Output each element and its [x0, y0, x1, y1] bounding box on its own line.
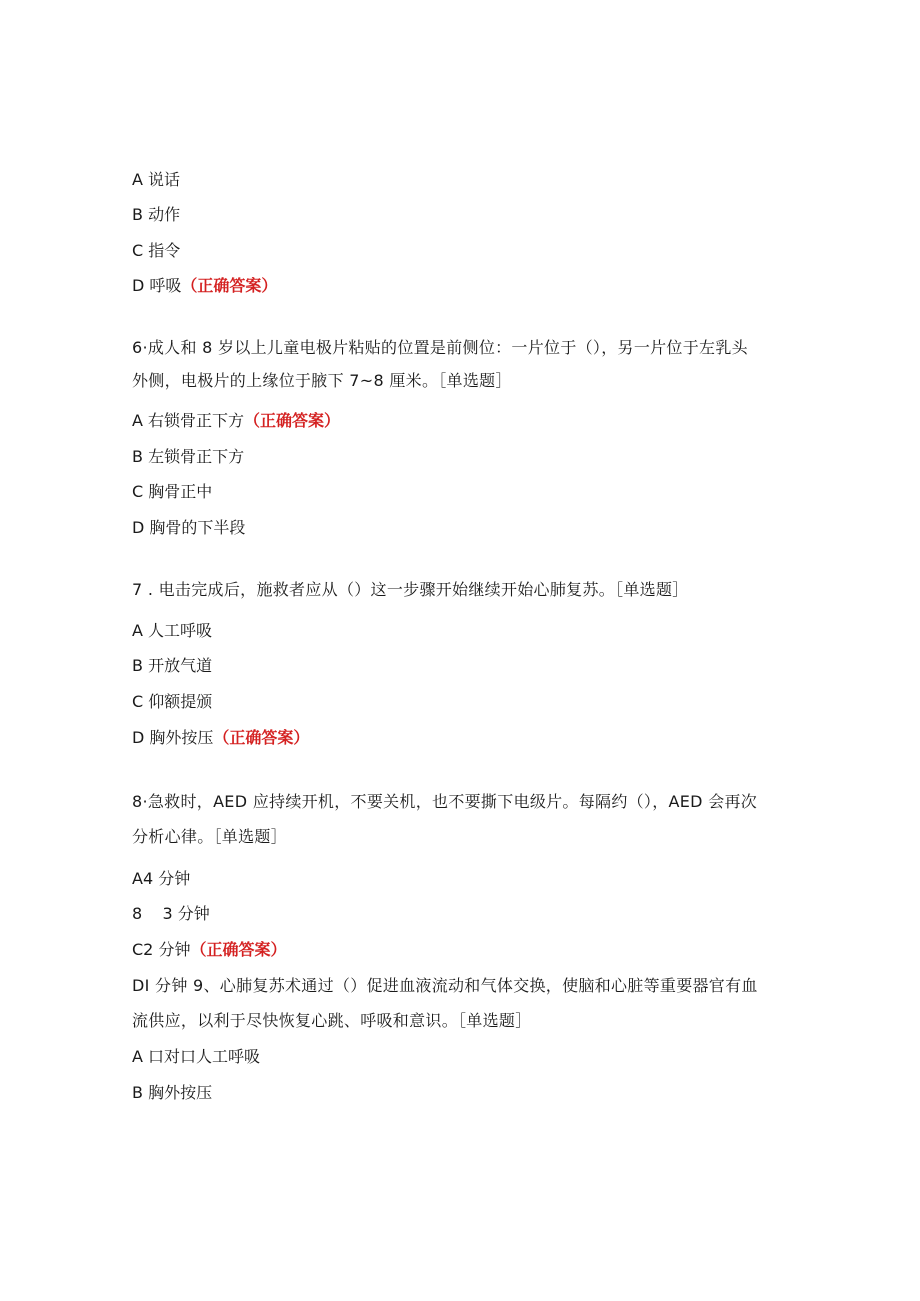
q9-option-b — [132, 1083, 782, 1103]
q8-stem-line2: 分析心律。［单选题］ — [132, 827, 288, 846]
option-text: A 右锁骨正下方 — [132, 411, 245, 430]
q6-option-b — [132, 447, 782, 467]
q5-option-a — [132, 170, 782, 190]
q8-option-c — [132, 940, 782, 960]
q8-stem-line1: 8·急救时，AED 应持续开机，不要关机，也不要撕下电级片。每隔约（），AED 会再次 — [132, 792, 758, 811]
q8-option-d-q9-stem-line1: DI 分钟 9、心肺复苏术通过（）促进血液流动和气体交换，使脑和心脏等重要器官有血 — [132, 976, 758, 995]
option-text: A4 分钟 — [132, 869, 191, 888]
option-text: 8 3 分钟 — [132, 904, 210, 923]
option-text: B 胸外按压 — [132, 1083, 213, 1102]
q7-option-a — [132, 621, 782, 641]
q9-option-a — [132, 1047, 782, 1067]
q5-option-d — [132, 276, 782, 296]
option-text: A 口对口人工呼吸 — [132, 1047, 261, 1066]
q8-option-b — [132, 904, 782, 924]
option-text: C 仰额提颁 — [132, 692, 213, 711]
option-text: A 说话 — [132, 170, 181, 189]
option-text: D 胸骨的下半段 — [132, 518, 246, 537]
correct-answer-tag: （正确答案） — [181, 276, 278, 295]
option-text: B 左锁骨正下方 — [132, 447, 245, 466]
option-text: B 开放气道 — [132, 656, 213, 675]
option-text: B 动作 — [132, 205, 181, 224]
option-text: C 指令 — [132, 241, 181, 260]
option-text: A 人工呼吸 — [132, 621, 213, 640]
q7-stem-line1: 7 . 电击完成后，施救者应从（）这一步骤开始继续开始心肺复苏。［单选题］ — [132, 580, 689, 599]
q6-option-d — [132, 518, 782, 538]
q7-option-c — [132, 692, 782, 712]
option-text: D 呼吸 — [132, 276, 182, 295]
q8-option-a — [132, 869, 782, 889]
correct-answer-tag: （正确答案） — [244, 411, 341, 430]
q5-option-b — [132, 205, 782, 225]
option-text: C2 分钟 — [132, 940, 191, 959]
q6-option-a — [132, 411, 782, 431]
option-text: D 胸外按压 — [132, 728, 214, 747]
correct-answer-tag: （正确答案） — [213, 728, 310, 747]
q7-option-b — [132, 656, 782, 676]
option-text: C 胸骨正中 — [132, 482, 213, 501]
q6-option-c — [132, 482, 782, 502]
correct-answer-tag: （正确答案） — [190, 940, 287, 959]
q6-stem-line1: 6·成人和 8 岁以上儿童电极片粘贴的位置是前侧位：一片位于（），另一片位于左乳头 — [132, 338, 748, 357]
q6-stem-line2: 外侧，电极片的上缘位于腋下 7~8 厘米。［单选题］ — [132, 371, 512, 390]
q9-stem-line2: 流供应，以利于尽快恢复心跳、呼吸和意识。［单选题］ — [132, 1011, 532, 1030]
q7-option-d — [132, 728, 782, 748]
q5-option-c — [132, 241, 782, 261]
